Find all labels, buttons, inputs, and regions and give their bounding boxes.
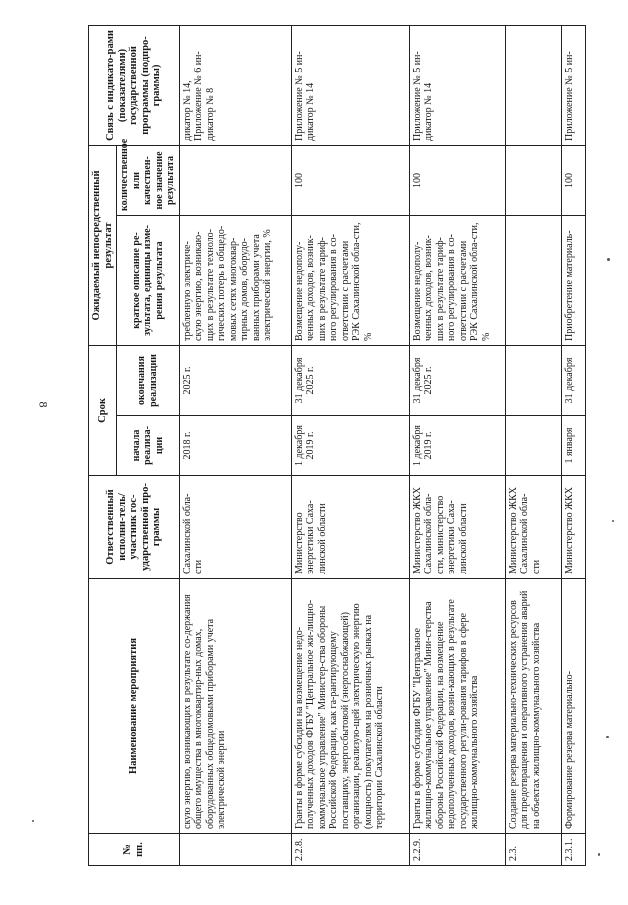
row-start: 1 декабря 2019 г. [291, 416, 409, 476]
row-link [505, 25, 561, 145]
row-brief: Возмещение недополу-ченных доходов, возник-ших в результате тариф-ного регулирования в со-ответствии с расчетами РЭК Сахалинской обла-сти, % [409, 215, 505, 345]
scan-speck [606, 736, 609, 738]
header-executor: Ответственный исполни-тель/участник гос-ударственной про-граммы [89, 476, 180, 579]
header-quant: количественное или качествен-ное значение результата [117, 145, 180, 215]
header-name: Наименование мероприятия [89, 579, 180, 834]
row-end: 31 декабря 2025 г. [409, 345, 505, 415]
row-brief: требленную электриче-скую энергию, возникаю-щих в результате техноло-гических потерь в общедо-мовых сетях многоквар-тирных домов, оборудо-ванных приборами учета электрической энергии, % [179, 215, 291, 345]
row-link: дикатор № 14, Приложение № 6 ин-дикатор № 8 [179, 25, 291, 145]
header-term: Срок [89, 345, 117, 475]
row-name: Формирование резерва материально- [561, 579, 585, 834]
header-expected: Ожидаемый непосредственный результат [89, 145, 117, 345]
page-number: 8 [36, 401, 51, 408]
row-start: 1 января [561, 416, 585, 476]
header-start: начала реализа-ции [117, 416, 180, 476]
table-row [561, 25, 585, 865]
row-end: 2025 г. [179, 345, 291, 415]
row-end: 31 декабря 2025 г. [291, 345, 409, 415]
row-name: Гранты в форме субсидии на возмещение недо-полученных доходов ФГБУ "Центральное жи-лищно-коммунальное управление" Министер-ства обороны Российской Федерации, как га-рантирующему поставщику, энергосбытовой (энергоснабжающей) организации, реализую-щей электрическую энергию (мощность) покупателям на розничных рынках на территории Сахалинской области [291, 579, 409, 834]
row-end [505, 345, 561, 415]
table-row [409, 25, 505, 865]
row-start: 1 декабря 2019 г. [409, 416, 505, 476]
row-end: 31 декабря [561, 345, 585, 415]
row-link: Приложение № 5 ин-дикатор № 14 [291, 25, 409, 145]
row-brief [505, 215, 561, 345]
row-num: 2.3. [505, 834, 561, 866]
header-num: № пп. [89, 834, 180, 866]
row-link: Приложение № 5 ин-дикатор № 14 [409, 25, 505, 145]
row-quant: 100 [561, 145, 585, 215]
row-executor: Министерство ЖКХ Сахалинской обла-сти, министерство энергетики Саха-линской области [409, 476, 505, 579]
row-num: 2.2.8. [291, 834, 409, 866]
row-link: Приложение № 5 ин- [561, 25, 585, 145]
scan-speck [32, 820, 34, 822]
row-quant [505, 145, 561, 215]
scan-speck [612, 520, 614, 522]
table-row [179, 25, 291, 865]
header-link: Связь с индикато-рами (показателями) государственной программы (подпро-граммы) [89, 25, 180, 145]
row-brief: Возмещение недополу-ченных доходов, возник-ших в результате тариф-ного регулирования в со-ответствии с расчетами РЭК Сахалинской обла-сти, % [291, 215, 409, 345]
row-num: 2.2.9. [409, 834, 505, 866]
row-executor: Министерство энергетики Саха-линской области [291, 476, 409, 579]
row-executor: Министерство ЖКХ Сахалинской обла-сти [505, 476, 561, 579]
row-quant [179, 145, 291, 215]
row-name: скую энергию, возникающих в результате со-держания общего имущества в многоквартир-ных домах, оборудованных общедомовыми приборами учета электрической энергии [179, 579, 291, 834]
row-name: Гранты в форме субсидии ФГБУ "Центральное жилищно-коммунальное управление" Мини-стерства обороны Российской Федерации, на возмещение недополученных доходов, возни-кающих в результате государственного регули-рования тарифов в сфере жилищно-коммунального хозяйства [409, 579, 505, 834]
row-start: 2018 г. [179, 416, 291, 476]
scan-speck [607, 258, 610, 261]
row-quant: 100 [409, 145, 505, 215]
header-brief: краткое описание ре-зультата, единицы изме-рения результата [117, 215, 180, 345]
row-start [505, 416, 561, 476]
row-num: 2.3.1. [561, 834, 585, 866]
table-row [291, 25, 409, 865]
rotated-table-page [88, 26, 628, 866]
program-activities-table [88, 25, 586, 866]
row-executor: Сахалинской обла-сти [179, 476, 291, 579]
table-row [505, 25, 561, 865]
row-brief: Приобретение материаль- [561, 215, 585, 345]
row-quant: 100 [291, 145, 409, 215]
scan-speck [598, 853, 600, 856]
row-name: Создание резерва материально-технических ресурсов для предотвращения и оперативного устранения аварий на объектах жилищно-коммунального хозяйства [505, 579, 561, 834]
row-num [179, 834, 291, 866]
row-executor: Министерство ЖКХ [561, 476, 585, 579]
header-end: окончания реализации [117, 345, 180, 415]
